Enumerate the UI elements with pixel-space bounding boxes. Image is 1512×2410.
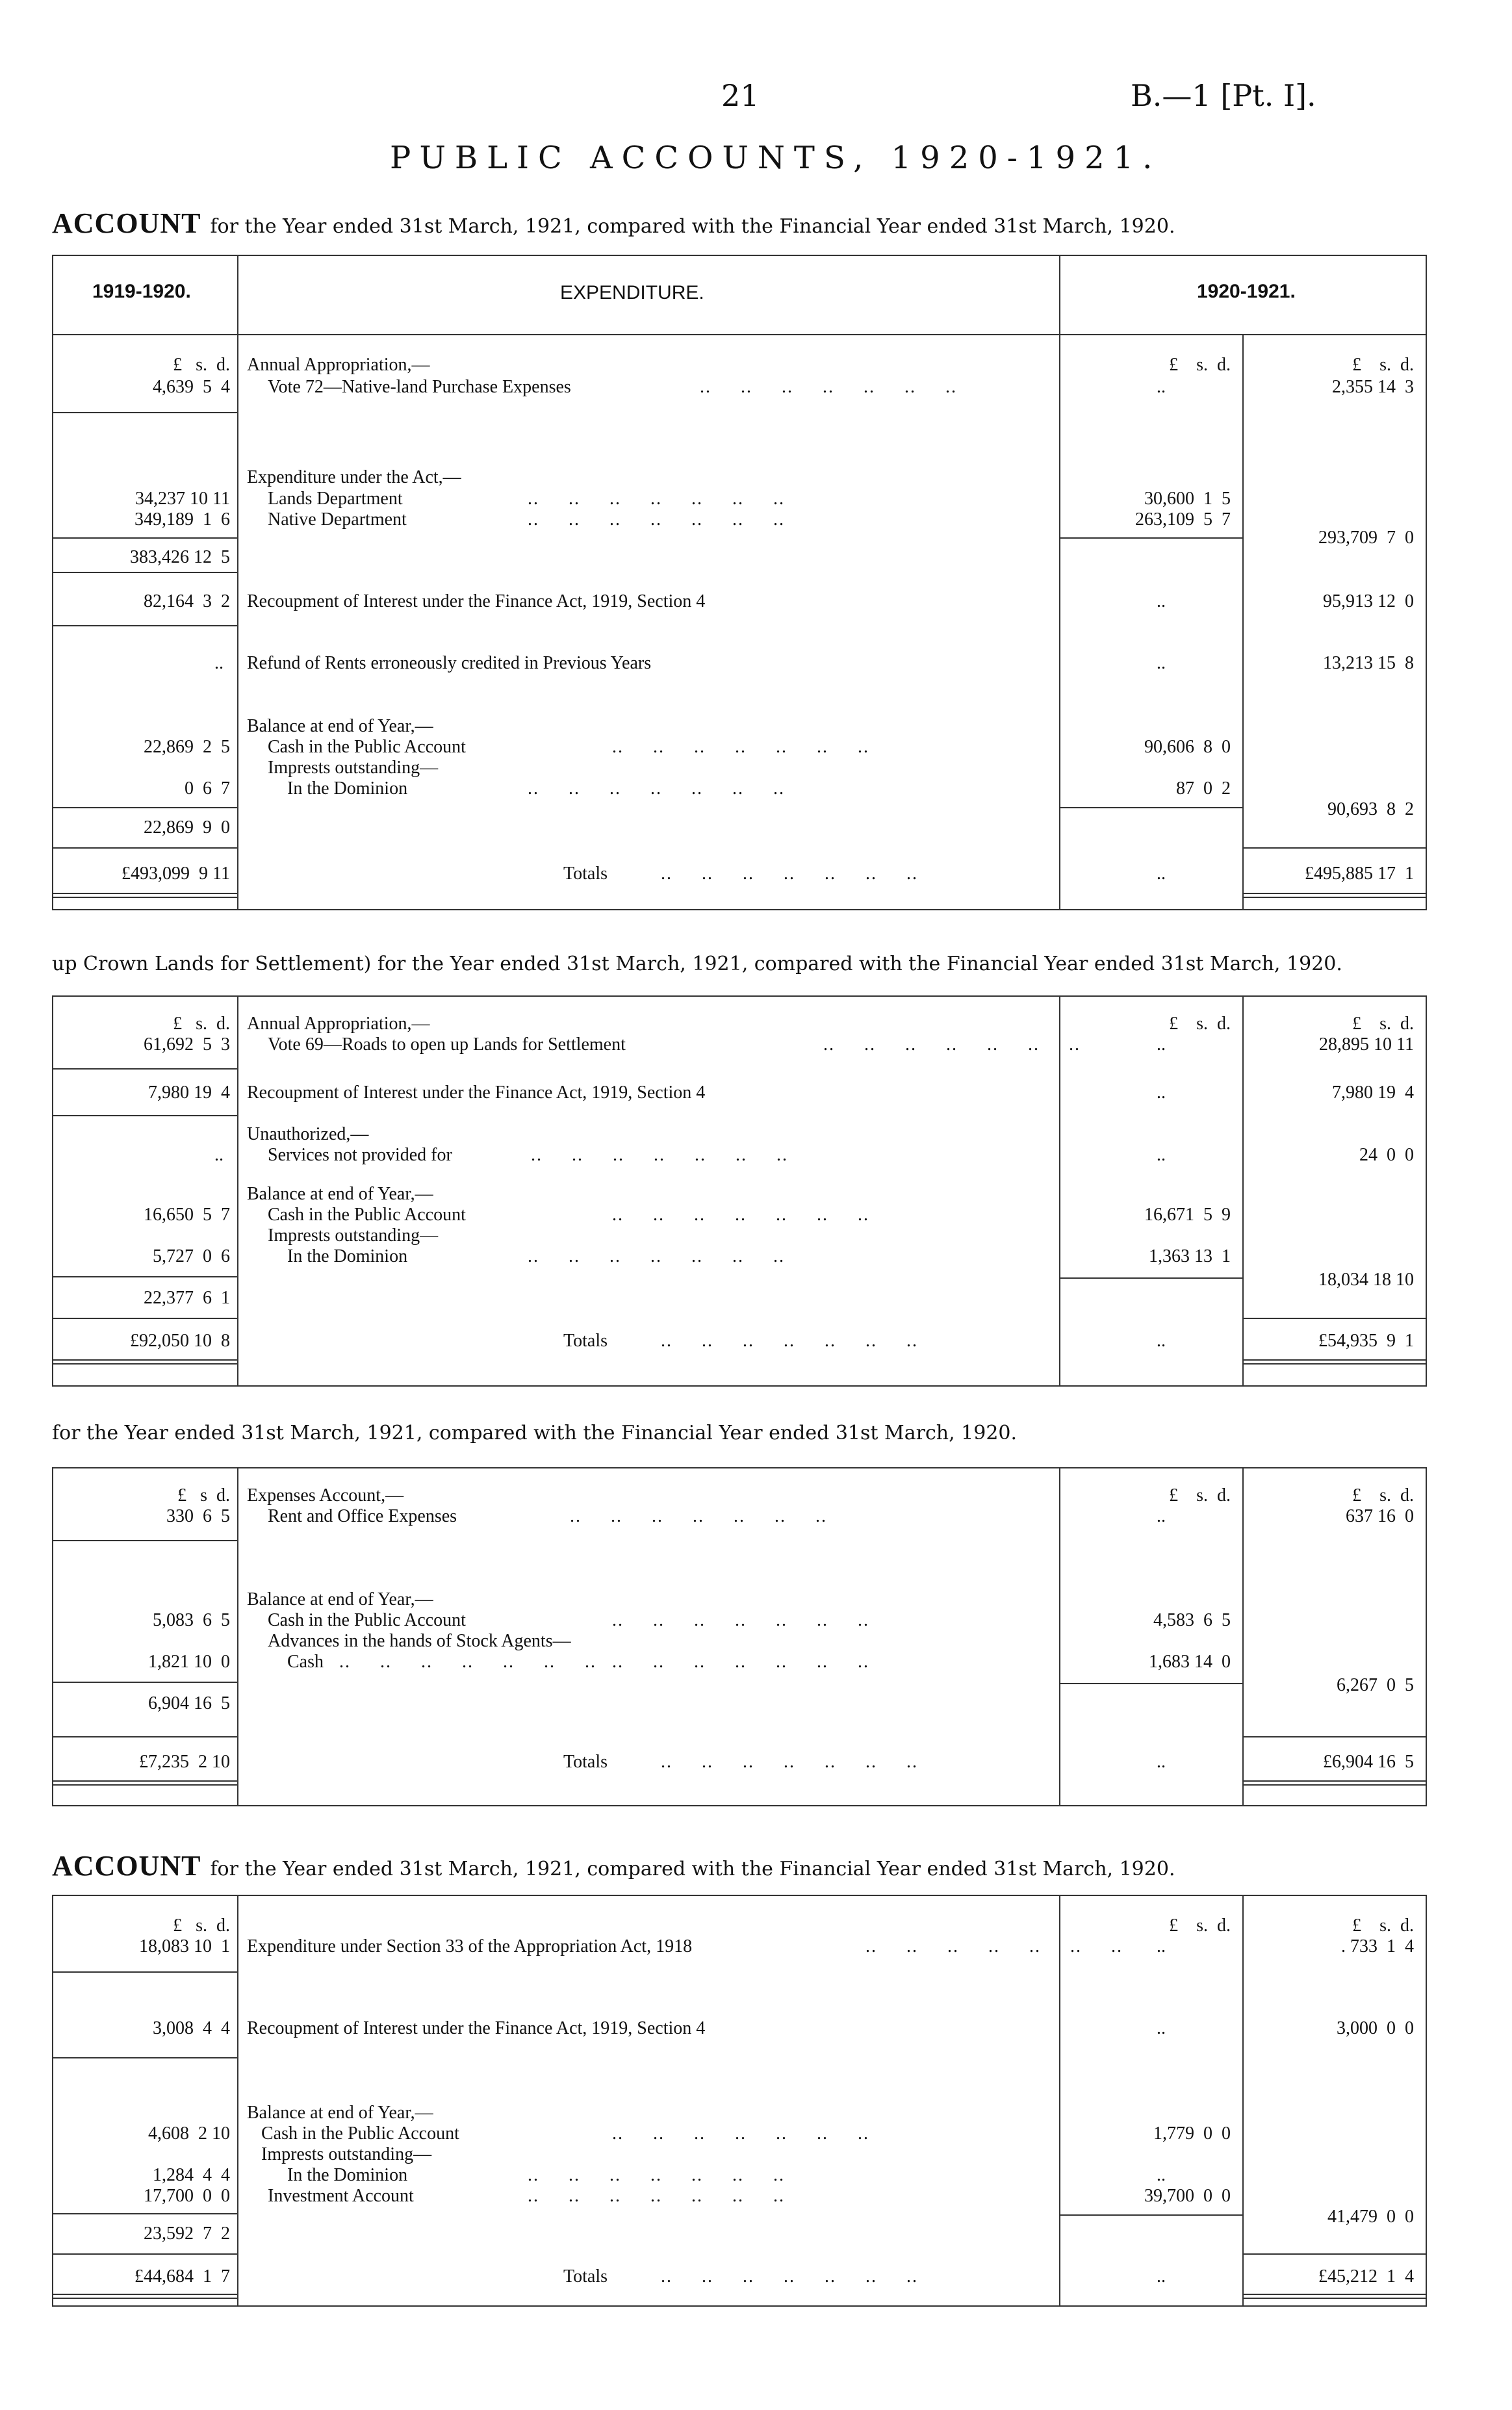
section1-r4-prev: .. — [214, 653, 224, 673]
section3-tot-prev: £7,235 2 10 — [139, 1752, 230, 1772]
section1-r2-prev2: 349,189 1 6 — [135, 509, 230, 530]
leader-dots: .. .. .. .. .. .. .. — [612, 2123, 869, 2144]
section3-r2-sub2: 1,683 14 0 — [1149, 1652, 1231, 1672]
section1-r2-prev-total: 383,426 12 5 — [130, 547, 230, 567]
section1-r4-sub: .. — [1157, 653, 1166, 673]
section1-r2-label2: Native Department — [268, 509, 407, 530]
section2-r4-curr: 18,034 18 10 — [1318, 1270, 1414, 1290]
section1-r3-curr: 95,913 12 0 — [1323, 591, 1414, 611]
section2-r1-label1: Annual Appropriation,— — [247, 1014, 430, 1034]
section2-table — [52, 995, 1427, 1387]
section4-r1-prev: 18,083 10 1 — [139, 1936, 230, 1956]
section3-r2-label0: Balance at end of Year,— — [247, 1589, 433, 1609]
section1-units-sub: £ s. d. — [1169, 355, 1231, 375]
section1-tot-label: Totals — [563, 864, 608, 884]
section4-r1-curr: . 733 1 4 — [1341, 1936, 1414, 1956]
section1-heading — [52, 207, 1175, 240]
section2-units-prev: £ s. d. — [173, 1014, 230, 1034]
section3-r2-prev1: 5,083 6 5 — [153, 1610, 230, 1630]
section4-tot-prev: £44,684 1 7 — [135, 2266, 230, 2287]
section2-r1-sub: .. — [1157, 1034, 1166, 1055]
section1-tot-prev: £493,099 9 11 — [122, 864, 230, 884]
section1-r2-label0: Expenditure under the Act,— — [247, 467, 461, 487]
section1-col-mid: EXPENDITURE. — [560, 282, 704, 303]
section1-r4-curr: 13,213 15 8 — [1323, 653, 1414, 673]
section1-r2-label1: Lands Department — [268, 489, 403, 509]
section4-tot-label: Totals — [563, 2266, 608, 2287]
section4-r3-label3: In the Dominion — [287, 2165, 408, 2185]
leader-dots: .. .. .. .. .. .. .. — [339, 1652, 596, 1672]
section2-r4-sub2: 1,363 13 1 — [1149, 1246, 1231, 1266]
section4-heading — [52, 1849, 1175, 1882]
section1-col-curr: 1920-1921. — [1197, 281, 1296, 302]
section3-r2-sub1: 4,583 6 5 — [1153, 1610, 1231, 1630]
section2-r3-label1: Unauthorized,— — [247, 1124, 369, 1144]
page-number: 21 — [721, 78, 760, 113]
section3-tot-curr: £6,904 16 5 — [1323, 1752, 1414, 1772]
section3-heading: for the Year ended 31st March, 1921, compared with the Financial Year ended 31st March, 1920. — [52, 1422, 1018, 1444]
section1-r2-sub2: 263,109 5 7 — [1135, 509, 1231, 530]
section3-r1-prev: 330 6 5 — [166, 1506, 230, 1526]
leader-dots: .. .. .. .. .. .. .. — [531, 1145, 788, 1165]
section1-r1-label2: Vote 72—Native-land Purchase Expenses — [268, 377, 571, 397]
section4-r3-label1: Cash in the Public Account — [261, 2123, 459, 2144]
section4-r3-prev2: 1,284 4 4 — [153, 2165, 230, 2185]
section2-r1-label2: Vote 69—Roads to open up Lands for Settlement — [268, 1034, 626, 1055]
section4-r2-curr: 3,000 0 0 — [1337, 2018, 1414, 2038]
section2-tot-curr: £54,935 9 1 — [1318, 1331, 1414, 1351]
section4-r3-sub3: 39,700 0 0 — [1144, 2186, 1231, 2206]
section1-r5-sub1: 90,606 8 0 — [1144, 737, 1231, 757]
leader-dots: .. .. .. .. .. .. .. — [612, 1652, 869, 1672]
section1-r1-label1: Annual Appropriation,— — [247, 355, 430, 375]
section2-r4-prev-total: 22,377 6 1 — [144, 1288, 230, 1308]
section1-col-prev: 1919-1920. — [92, 281, 191, 302]
section3-r2-label2: Advances in the hands of Stock Agents— — [268, 1631, 571, 1651]
section4-r3-sub2: .. — [1157, 2165, 1166, 2185]
leader-dots: .. .. .. .. .. .. .. — [661, 1331, 918, 1351]
section2-tot-sub: .. — [1157, 1331, 1166, 1351]
leader-dots: .. .. .. .. .. .. .. — [528, 1246, 785, 1266]
section1-r4-label: Refund of Rents erroneously credited in Previous Years — [247, 653, 652, 673]
section3-r2-label3: Cash — [287, 1652, 324, 1672]
section4-r3-curr: 41,479 0 0 — [1327, 2207, 1414, 2227]
section2-r3-sub: .. — [1157, 1145, 1166, 1165]
section3-units-sub: £ s. d. — [1169, 1485, 1231, 1506]
section4-r3-label2: Imprests outstanding— — [261, 2144, 432, 2164]
section2-r1-prev: 61,692 5 3 — [144, 1034, 230, 1055]
section4-r3-prev3: 17,700 0 0 — [144, 2186, 230, 2206]
section1-r5-prev-total: 22,869 9 0 — [144, 817, 230, 838]
section4-r3-label4: Investment Account — [268, 2186, 414, 2206]
section1-r5-prev2: 0 6 7 — [185, 778, 230, 799]
section3-tot-label: Totals — [563, 1752, 608, 1772]
section3-r1-label1: Expenses Account,— — [247, 1485, 404, 1506]
section2-tot-prev: £92,050 10 8 — [130, 1331, 230, 1351]
section4-r3-prev1: 4,608 2 10 — [148, 2123, 230, 2144]
section2-units-sub: £ s. d. — [1169, 1014, 1231, 1034]
section1-r2-sub1: 30,600 1 5 — [1144, 489, 1231, 509]
leader-dots: .. .. .. .. .. .. .. — [823, 1034, 1081, 1055]
page-title: PUBLIC ACCOUNTS, 1920-1921. — [390, 140, 1162, 176]
leader-dots: .. .. .. .. .. .. .. — [612, 1205, 869, 1225]
leader-dots: .. .. .. .. .. .. .. — [528, 2165, 785, 2185]
section4-r2-label: Recoupment of Interest under the Finance Act, 1919, Section 4 — [247, 2018, 706, 2038]
section2-heading: up Crown Lands for Settlement) for the Year ended 31st March, 1921, compared with the Financial Year ended 31st March, 1920. — [52, 953, 1342, 975]
section1-heading-bold: ACCOUNT — [52, 207, 201, 239]
section3-r2-curr: 6,267 0 5 — [1337, 1675, 1414, 1695]
leader-dots: .. .. .. .. .. .. .. — [700, 377, 957, 397]
section3-tot-sub: .. — [1157, 1752, 1166, 1772]
leader-dots: .. .. .. .. .. .. .. — [528, 778, 785, 799]
section4-r2-sub: .. — [1157, 2018, 1166, 2038]
section1-units-curr: £ s. d. — [1352, 355, 1414, 375]
section4-r3-sub1: 1,779 0 0 — [1153, 2123, 1231, 2144]
section4-r2-prev: 3,008 4 4 — [153, 2018, 230, 2038]
section1-r1-sub: .. — [1157, 377, 1166, 397]
section2-r4-sub1: 16,671 5 9 — [1144, 1205, 1231, 1225]
section2-r3-label2: Services not provided for — [268, 1145, 452, 1165]
section1-units-prev: £ s. d. — [173, 355, 230, 375]
section2-r2-sub: .. — [1157, 1083, 1166, 1103]
section1-r3-prev: 82,164 3 2 — [144, 591, 230, 611]
section1-r5-label0: Balance at end of Year,— — [247, 716, 433, 736]
leader-dots: .. .. .. .. .. .. .. — [865, 1936, 1123, 1956]
section4-heading-text: for the Year ended 31st March, 1921, compared with the Financial Year ended 31st March, 1920. — [210, 1858, 1175, 1880]
leader-dots: .. .. .. .. .. .. .. — [528, 489, 785, 509]
section1-tot-curr: £495,885 17 1 — [1305, 864, 1414, 884]
section4-r1-sub: .. — [1157, 1936, 1166, 1956]
section2-r4-label1: Cash in the Public Account — [268, 1205, 466, 1225]
section2-r4-prev2: 5,727 0 6 — [153, 1246, 230, 1266]
section3-r2-label1: Cash in the Public Account — [268, 1610, 466, 1630]
leader-dots: .. .. .. .. .. .. .. — [570, 1506, 827, 1526]
section2-tot-label: Totals — [563, 1331, 608, 1351]
leader-dots: .. .. .. .. .. .. .. — [612, 737, 869, 757]
section4-heading-bold: ACCOUNT — [52, 1850, 201, 1882]
section2-units-curr: £ s. d. — [1352, 1014, 1414, 1034]
section3-units-prev: £ s d. — [177, 1485, 230, 1506]
leader-dots: .. .. .. .. .. .. .. — [661, 2266, 918, 2287]
section1-r5-prev1: 22,869 2 5 — [144, 737, 230, 757]
section4-r3-label0: Balance at end of Year,— — [247, 2103, 433, 2123]
section1-r5-curr: 90,693 8 2 — [1327, 799, 1414, 819]
section2-r4-label0: Balance at end of Year,— — [247, 1184, 433, 1204]
section2-r4-label2: Imprests outstanding— — [268, 1225, 439, 1246]
section2-r2-prev: 7,980 19 4 — [148, 1083, 230, 1103]
section2-r4-label3: In the Dominion — [287, 1246, 408, 1266]
section1-r1-prev: 4,639 5 4 — [153, 377, 230, 397]
section3-r2-prev-total: 6,904 16 5 — [148, 1693, 230, 1713]
leader-dots: .. .. .. .. .. .. .. — [661, 864, 918, 884]
section4-tot-sub: .. — [1157, 2266, 1166, 2287]
section1-r5-label3: In the Dominion — [287, 778, 408, 799]
leader-dots: .. .. .. .. .. .. .. — [612, 1610, 869, 1630]
section2-r2-label: Recoupment of Interest under the Finance Act, 1919, Section 4 — [247, 1083, 706, 1103]
section3-r1-sub: .. — [1157, 1506, 1166, 1526]
leader-dots: .. .. .. .. .. .. .. — [661, 1752, 918, 1772]
section2-r1-curr: 28,895 10 11 — [1319, 1034, 1414, 1055]
section4-tot-curr: £45,212 1 4 — [1318, 2266, 1414, 2287]
section1-r2-prev1: 34,237 10 11 — [135, 489, 230, 509]
section4-units-sub: £ s. d. — [1169, 1916, 1231, 1936]
section4-units-curr: £ s. d. — [1352, 1916, 1414, 1936]
section4-table — [52, 1895, 1427, 2307]
section1-table — [52, 255, 1427, 910]
section1-r5-label2: Imprests outstanding— — [268, 758, 439, 778]
section2-r2-curr: 7,980 19 4 — [1332, 1083, 1414, 1103]
section4-units-prev: £ s. d. — [173, 1916, 230, 1936]
section1-heading-text: for the Year ended 31st March, 1921, compared with the Financial Year ended 31st March, 1920. — [210, 215, 1175, 238]
section2-r3-prev: .. — [214, 1145, 224, 1165]
section3-r1-label2: Rent and Office Expenses — [268, 1506, 457, 1526]
section3-table — [52, 1467, 1427, 1806]
section1-tot-sub: .. — [1157, 864, 1166, 884]
section3-units-curr: £ s. d. — [1352, 1485, 1414, 1506]
section1-r2-curr: 293,709 7 0 — [1318, 528, 1414, 548]
section3-r2-prev2: 1,821 10 0 — [148, 1652, 230, 1672]
section2-r3-curr: 24 0 0 — [1359, 1145, 1414, 1165]
section1-r3-sub: .. — [1157, 591, 1166, 611]
section4-r1-label: Expenditure under Section 33 of the Appropriation Act, 1918 — [247, 1936, 693, 1956]
section3-r1-curr: 637 16 0 — [1346, 1506, 1414, 1526]
section2-r4-prev1: 16,650 5 7 — [144, 1205, 230, 1225]
document-reference: B.—1 [Pt. I]. — [1131, 78, 1316, 113]
section1-r1-curr: 2,355 14 3 — [1332, 377, 1414, 397]
section1-r5-sub2: 87 0 2 — [1176, 778, 1231, 799]
section1-r5-label1: Cash in the Public Account — [268, 737, 466, 757]
section1-r3-label: Recoupment of Interest under the Finance Act, 1919, Section 4 — [247, 591, 706, 611]
leader-dots: .. .. .. .. .. .. .. — [528, 509, 785, 530]
leader-dots: .. .. .. .. .. .. .. — [528, 2186, 785, 2206]
section4-r3-prev-total: 23,592 7 2 — [144, 2224, 230, 2244]
